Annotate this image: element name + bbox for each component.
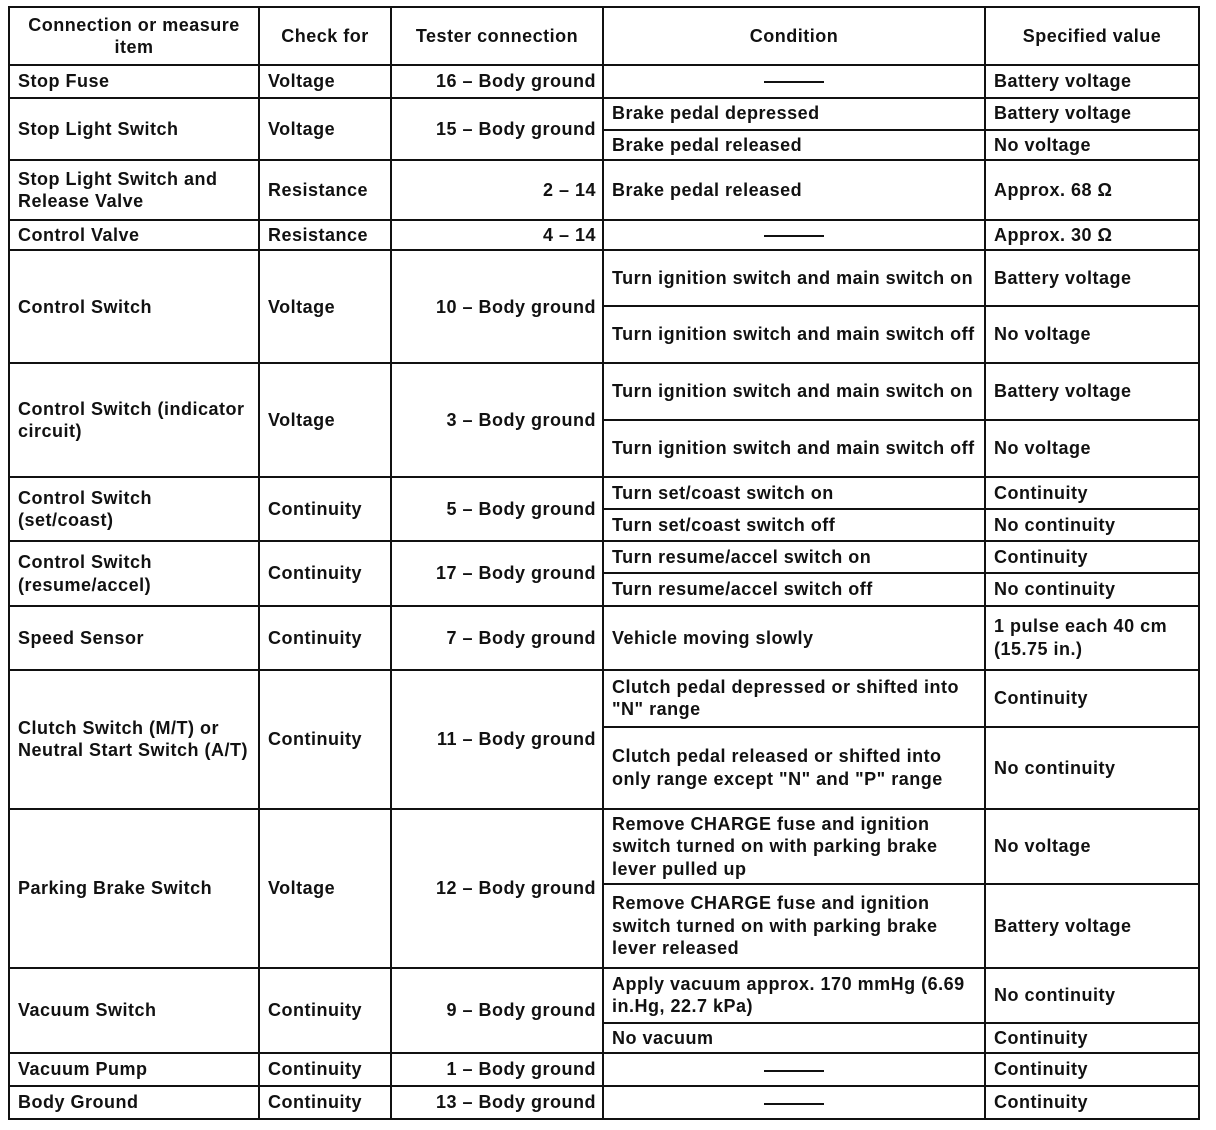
table-row: [9, 809, 1199, 884]
value-cell: No voltage: [985, 306, 1199, 363]
table-row: [9, 606, 1199, 670]
condition-cell: Apply vacuum approx. 170 mmHg (6.69 in.Hg, 22.7 kPa): [603, 968, 985, 1022]
value-cell: Continuity: [985, 541, 1199, 573]
condition-cell: Turn set/coast switch on: [603, 477, 985, 509]
value-cell: Continuity: [985, 1086, 1199, 1119]
check-cell: Voltage: [259, 809, 391, 968]
header-check-for: Check for: [259, 7, 391, 65]
item-cell: Clutch Switch (M/T) or Neutral Start Switch (A/T): [9, 670, 259, 809]
table-row: [9, 541, 1199, 573]
dash-line: [764, 81, 824, 83]
item-cell: Stop Fuse: [9, 65, 259, 98]
tester-cell: 11 – Body ground: [391, 670, 603, 809]
item-cell: Control Switch (indicator circuit): [9, 363, 259, 477]
item-cell: Stop Light Switch and Release Valve: [9, 160, 259, 219]
value-cell: Continuity: [985, 477, 1199, 509]
value-cell: No voltage: [985, 809, 1199, 884]
tester-cell: 7 – Body ground: [391, 606, 603, 670]
tester-cell: 12 – Body ground: [391, 809, 603, 968]
tester-cell: 15 – Body ground: [391, 98, 603, 161]
dash-line: [764, 1103, 824, 1105]
tester-cell: 9 – Body ground: [391, 968, 603, 1053]
table-body: [9, 65, 1199, 1119]
condition-cell: Clutch pedal released or shifted into only range except "N" and "P" range: [603, 727, 985, 809]
item-cell: Vacuum Switch: [9, 968, 259, 1053]
value-cell: No continuity: [985, 509, 1199, 542]
item-cell: Vacuum Pump: [9, 1053, 259, 1086]
condition-cell: Turn ignition switch and main switch on: [603, 250, 985, 305]
condition-cell: Turn ignition switch and main switch off: [603, 306, 985, 363]
condition-cell: [603, 1053, 985, 1086]
table-row: [9, 250, 1199, 305]
item-cell: Control Valve: [9, 220, 259, 251]
tester-cell: 17 – Body ground: [391, 541, 603, 606]
condition-cell: Brake pedal depressed: [603, 98, 985, 130]
tester-cell: 1 – Body ground: [391, 1053, 603, 1086]
table-row: [9, 65, 1199, 98]
item-cell: Control Switch: [9, 250, 259, 363]
tester-cell: 2 – 14: [391, 160, 603, 219]
check-cell: Continuity: [259, 670, 391, 809]
value-cell: No continuity: [985, 727, 1199, 809]
table-row: [9, 477, 1199, 509]
condition-cell: Turn resume/accel switch on: [603, 541, 985, 573]
condition-cell: Brake pedal released: [603, 130, 985, 161]
check-cell: Continuity: [259, 541, 391, 606]
table-row: [9, 670, 1199, 727]
check-cell: Resistance: [259, 160, 391, 219]
check-cell: Voltage: [259, 98, 391, 161]
table-row: [9, 160, 1199, 219]
value-cell: No voltage: [985, 420, 1199, 477]
table-row: [9, 1053, 1199, 1086]
table-row: [9, 1086, 1199, 1119]
table-row: [9, 363, 1199, 419]
header-row: [9, 7, 1199, 65]
dash-line: [764, 1070, 824, 1072]
table-row: [9, 968, 1199, 1022]
value-cell: 1 pulse each 40 cm (15.75 in.): [985, 606, 1199, 670]
table-row: [9, 98, 1199, 130]
value-cell: Continuity: [985, 1053, 1199, 1086]
value-cell: No continuity: [985, 573, 1199, 606]
header-condition: Condition: [603, 7, 985, 65]
check-cell: Continuity: [259, 477, 391, 542]
tester-cell: 4 – 14: [391, 220, 603, 251]
value-cell: Approx. 68 Ω: [985, 160, 1199, 219]
item-cell: Speed Sensor: [9, 606, 259, 670]
condition-cell: Brake pedal released: [603, 160, 985, 219]
check-cell: Voltage: [259, 250, 391, 363]
condition-cell: Vehicle moving slowly: [603, 606, 985, 670]
item-cell: Control Switch (resume/accel): [9, 541, 259, 606]
condition-cell: Turn ignition switch and main switch off: [603, 420, 985, 477]
header-specified-value: Specified value: [985, 7, 1199, 65]
inspection-table: [8, 6, 1200, 1120]
check-cell: Continuity: [259, 968, 391, 1053]
tester-cell: 5 – Body ground: [391, 477, 603, 542]
check-cell: Continuity: [259, 1053, 391, 1086]
check-cell: Continuity: [259, 1086, 391, 1119]
tester-cell: 3 – Body ground: [391, 363, 603, 477]
condition-cell: Turn set/coast switch off: [603, 509, 985, 542]
item-cell: Control Switch (set/coast): [9, 477, 259, 542]
check-cell: Voltage: [259, 65, 391, 98]
condition-cell: Clutch pedal depressed or shifted into "N" range: [603, 670, 985, 727]
value-cell: Battery voltage: [985, 884, 1199, 968]
check-cell: Continuity: [259, 606, 391, 670]
tester-cell: 16 – Body ground: [391, 65, 603, 98]
tester-cell: 10 – Body ground: [391, 250, 603, 363]
condition-cell: Turn resume/accel switch off: [603, 573, 985, 606]
value-cell: Battery voltage: [985, 65, 1199, 98]
item-cell: Stop Light Switch: [9, 98, 259, 161]
header-item: Connection or measure item: [9, 7, 259, 65]
condition-cell: No vacuum: [603, 1023, 985, 1054]
condition-cell: Turn ignition switch and main switch on: [603, 363, 985, 419]
tester-cell: 13 – Body ground: [391, 1086, 603, 1119]
header-tester-connection: Tester connection: [391, 7, 603, 65]
condition-cell: [603, 1086, 985, 1119]
check-cell: Resistance: [259, 220, 391, 251]
item-cell: Parking Brake Switch: [9, 809, 259, 968]
value-cell: No continuity: [985, 968, 1199, 1022]
check-cell: Voltage: [259, 363, 391, 477]
condition-cell: [603, 65, 985, 98]
value-cell: Battery voltage: [985, 250, 1199, 305]
condition-cell: [603, 220, 985, 251]
value-cell: Approx. 30 Ω: [985, 220, 1199, 251]
condition-cell: Remove CHARGE fuse and ignition switch turned on with parking brake lever released: [603, 884, 985, 968]
value-cell: Battery voltage: [985, 98, 1199, 130]
value-cell: Battery voltage: [985, 363, 1199, 419]
table-row: [9, 220, 1199, 251]
dash-line: [764, 235, 824, 237]
value-cell: Continuity: [985, 1023, 1199, 1054]
item-cell: Body Ground: [9, 1086, 259, 1119]
value-cell: No voltage: [985, 130, 1199, 161]
value-cell: Continuity: [985, 670, 1199, 727]
condition-cell: Remove CHARGE fuse and ignition switch turned on with parking brake lever pulled up: [603, 809, 985, 884]
